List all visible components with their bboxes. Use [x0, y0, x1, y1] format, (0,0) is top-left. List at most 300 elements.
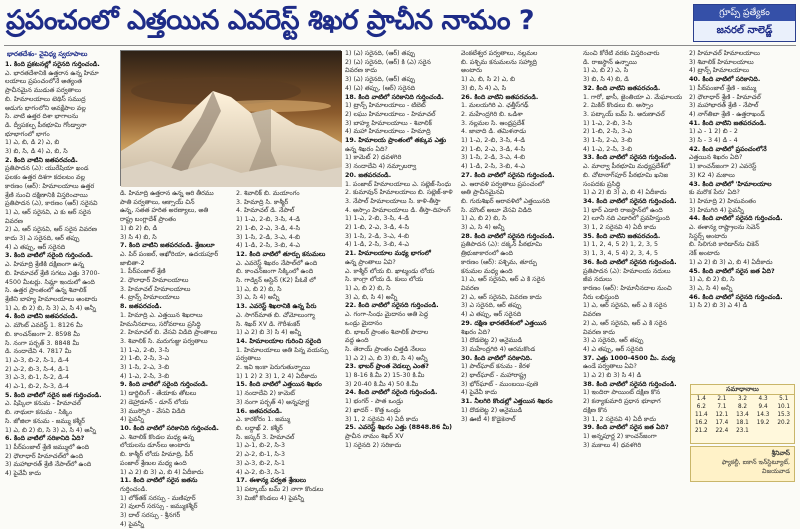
question-line: 10. కింది వాటిలో సరికానిది గుర్తించండి.	[120, 424, 219, 432]
text-line: కారణం (ఆర్): హిమానీనదాల నుంచి	[583, 284, 672, 292]
text-line: 3) 1-సి, 2-ఎ, 3-బి	[120, 364, 170, 372]
text-line: సి. జోజిలా కనుమ - జమ్ము కశ్మీర్	[5, 417, 85, 425]
text-line: 1) ఎ-1, బి-2, సి-3	[236, 442, 286, 450]
text-line: సి. వాటి ఉత్తర దిశా భాగాలను	[5, 113, 79, 121]
answer-key-cell: 18.1	[736, 420, 749, 426]
text-line: బి. సిలిగురి కారిడార్‌ను చికెన్	[689, 241, 759, 249]
text-line: 3) మహేంద్రగిరి 4) అరమకొండ	[461, 345, 536, 353]
answer-key-table	[691, 395, 794, 435]
text-line: 3) ఎ, సి 4) అన్నీ	[689, 284, 733, 292]
question-line: 30. కింది వాటిలో సరికానిది.	[461, 354, 533, 362]
author-byline	[690, 446, 795, 482]
answer-key-cell	[773, 427, 794, 435]
text-line: 1) ఎ 2) బి 3) సి 4) డి	[583, 372, 642, 380]
text-line: 4. జావాది డి. తమిళనాడు	[461, 128, 527, 136]
text-line: 3) ఎ, సి 4) అన్నీ	[461, 224, 505, 232]
badge-bottom: జనరల్ నాలెడ్జ్	[716, 25, 773, 36]
text-line: ప్రతిపాదన (ఎ): యురేషియా ఖండ	[5, 165, 89, 173]
text-line: 1) దొడబెట్ట 2) అనైముడి	[461, 337, 523, 345]
text-line: ఎ. షిప్కిలా కనుమ - హిమాచల్	[5, 400, 81, 408]
text-line: 2) 1-బి, 2-సి, 3-ఎ	[120, 355, 170, 363]
text-line: 1) ఎ 2) బి 3) సి 4) అన్నీ	[236, 329, 302, 337]
text-line: లయాలు ప్రపంచంలోనే అత్యంత	[5, 78, 82, 86]
text-line: 3) శివాలిక్ హిమాలయాలు	[689, 58, 754, 66]
question-line: 14. హిమాలయాల గురించి సరైంది	[236, 337, 322, 345]
text-line: ఎ. ఎవరెస్ట్ శిఖరం నేపాల్‌లో ఉంది	[236, 259, 318, 267]
text-line: వివరణ కాదు	[583, 328, 615, 336]
text-line: 4) పైవేవీ కాదు	[5, 470, 41, 478]
text-line: 3) 1, 2 సరైనవి 4) ఏదీ కాదు	[345, 415, 419, 423]
author-role: ఫ్యాకల్టీ, ఐకాన్ ఇన్‌స్టిట్యూట్,	[721, 459, 790, 466]
text-line: 1) డార్జిలింగ్ - తేయాకు తోటలు	[120, 390, 197, 398]
question-line: 25. ఎవరెస్ట్ శిఖరం ఎత్తు (8848.86 మీ)	[345, 424, 453, 432]
text-line: బి. హిమాచల్ శ్రేణి సగటు ఎత్తు 3700-	[5, 269, 100, 277]
answer-key-row	[691, 419, 794, 427]
text-line: 2) థాల్‌ఘాట్ - మహారాష్ట్ర	[461, 372, 527, 380]
question-line: 9. కింది వాటిలో సరైంది గుర్తించండి.	[120, 381, 209, 389]
text-line: ప్రతిపాదన (ఎ): దక్కన్ పీఠభూమి	[461, 241, 543, 249]
text-line: ఎ. కారకోరం 1. జమ్ము	[236, 416, 291, 424]
text-line: 2. ఇవి ఇంకా పెరుగుతున్నాయి	[236, 364, 311, 372]
text-line: 4) ఎ తప్పు, ఆర్ సరైనది	[461, 311, 522, 319]
text-line: కనుమల మధ్య ఉంది	[461, 267, 513, 275]
text-line: 4) పైవన్నీ	[120, 520, 144, 528]
text-line: 1) 1-ఎ, 2-బి, 3-సి	[583, 119, 633, 127]
answer-key-cell: 17.4	[715, 420, 729, 426]
answer-key-cell: 11.4	[694, 412, 708, 418]
text-line: 2) ఎ-2, బి-3, సి-4, డి-1	[5, 365, 69, 373]
question-line: 22. కింది వాటిలో సరైనది గుర్తించండి.	[345, 302, 439, 310]
text-line: 2) హిమాచల్ హిమాలయాలు	[689, 50, 760, 57]
text-line: సి. మౌంట్ అబూ వేసవి విడిది	[461, 206, 532, 214]
question-line: 21. హిమాలయాల మధ్య భాగంలో	[345, 250, 431, 258]
question-line: 45. కింది వాటిలో సరైన జత ఏది?	[689, 267, 775, 275]
text-line: 2) కన్యాకుమారి ప్రధాన భూభాగ	[583, 398, 661, 406]
question-line: 44. కింది వాటిలో సరైనది గుర్తించండి.	[689, 215, 783, 223]
answer-key-cell: 5.1	[779, 396, 789, 402]
text-line: 1) లోక్‌తక్ సరస్సు - మణిపూర్	[120, 494, 196, 502]
answer-key-row	[691, 411, 794, 419]
text-line: వివరణ	[583, 311, 601, 319]
text-line: ప్రతిపాదన (ఎ), కారణం (ఆర్) సరైనవి	[5, 200, 98, 208]
text-line: 2) ఎ-2, బి-1, సి-3	[236, 451, 286, 459]
text-line: 3) (ఎ) సరైనది, (ఆర్) తప్పు	[345, 76, 416, 84]
text-line: ఎ. సాగర్‌మాత బి. చోమోలుంగ్మా	[236, 311, 315, 319]
text-line: 3) హిమగిరి 4) పైవన్నీ	[689, 206, 744, 214]
question-line: 8. జతపరచండి.	[120, 303, 162, 311]
text-line: 1) ఎ, ఆర్ సరైనవి, ఆర్ ఎ కి సరైన	[461, 276, 545, 284]
question-line: 37. ఎత్తు 1000-4500 మీ. మధ్య	[583, 354, 676, 362]
question-line: 26. కింది వాటిని జతపరచండి.	[461, 93, 539, 101]
text-line: పర్వతాలు	[236, 355, 261, 363]
question-line: 38. కింది వాటిలో సరైనది గుర్తించండి.	[583, 380, 677, 388]
text-line: గుర్తించండి.	[120, 485, 148, 493]
question-line: 33. కింది వాటిలో సరైనది గుర్తించండి.	[583, 154, 677, 162]
text-line: సి. కాంగ్రా లోయ డి. కులు లోయ	[345, 276, 424, 284]
text-line: 3) ఎ సరైనది, ఆర్ తప్పు	[461, 302, 522, 310]
text-line: 1) కాంచన్‌జంగా 2) ఎవరెస్ట్	[689, 163, 757, 171]
text-line: బి. భాబర్ ప్రాంతం శివాలిక్ పాదాల	[345, 328, 429, 336]
text-line: సి. నంగా పర్బత్ 3. 8848 మీ	[5, 339, 80, 347]
text-line: 4) నాగ్‌తిబా శ్రేణి - ఉత్తరాఖండ్	[689, 110, 765, 118]
text-line: 3) 1, 3, 4, 5 4) 2, 3, 4, 5	[583, 250, 659, 258]
answer-key-cell: 4.3	[758, 396, 768, 402]
text-line: డి. రాజస్థాన్ ఉన్నాయి	[583, 58, 637, 66]
text-line: 2. మహేంద్రగిరి బి. ఒడిశా	[461, 110, 523, 118]
text-line: 2) డెహ్రాడూన్ - డూన్ లోయ	[120, 398, 189, 406]
column-5	[461, 50, 579, 482]
text-line: బి. చోటానాగ్‌పూర్ పీఠభూమి ఖనిజ	[583, 171, 668, 179]
answer-key-cell: 12.1	[715, 412, 729, 418]
text-line: డి. ద్వీపకల్ప పీఠభూమి గోండ్వానా	[5, 121, 87, 129]
question-line: 43. కింది వాటిలో 'హిమాలయాల	[689, 180, 772, 188]
answer-key-cell: 16.2	[694, 420, 708, 426]
text-line: 1) ఎ, బి 2) బి, సి	[461, 215, 507, 223]
question-line: 20. జతపరచండి.	[345, 171, 392, 179]
question-line: 1. కింది ప్రకటనల్లో సరైనది గుర్తించండి.	[5, 61, 100, 68]
text-line: ప్రాచీన నామం శిఖర్ XV	[345, 432, 404, 440]
text-line: ప్రాచీనమైన ముడుత పర్వతాలు	[5, 87, 82, 95]
text-line: ఎ. మాల్వా పీఠభూమి మధ్యప్రదేశ్‌లో	[583, 163, 671, 171]
question-line: 27. కింది వాటిలో సరైనవి గుర్తించండి.	[461, 171, 555, 179]
text-line: ఉండే పర్వతాలు ఏవి?	[583, 363, 637, 371]
question-line: 15. కింది వాటిలో ఎత్తయిన శిఖరం	[236, 381, 322, 389]
answer-key-cell: 6.2	[696, 404, 706, 410]
text-line: 4) మహా హిమాలయాలు - హిమాద్రి	[345, 128, 431, 136]
column-2	[120, 190, 232, 528]
answer-key-cell: 13.4	[736, 412, 749, 418]
badge-top: గ్రూప్స్ ప్రత్యేకం	[694, 5, 795, 21]
text-line: 2) ఖాదర్ - కొత్త ఒండ్రు	[345, 406, 401, 414]
text-line: 2. ధౌలాధార్ హిమాలయాలు	[120, 277, 189, 285]
text-line: 4. అస్సాం హిమాలయాలు డి. తీస్తా-దిహంగ్	[345, 206, 451, 214]
text-line: 1) 1, 2, 4, 5 2) 1, 2, 3, 5	[583, 241, 659, 249]
text-line: 1) ఎ, ఆర్ సరైనవి, ఎ కు ఆర్ సరైన	[5, 208, 92, 216]
text-line: 3) బి, సి 4) బి, డి	[583, 76, 629, 84]
text-line: వివరణ	[5, 217, 23, 225]
question-line: 19. హిమాలయ ప్రాంతంలో తక్కువ ఎత్తు	[345, 137, 447, 145]
question-line: 31. నీలగిరి కొండల్లో ఎత్తయిన శిఖరం	[461, 398, 553, 406]
text-line: 4) (ఎ) తప్పు, (ఆర్) సరైనది	[345, 84, 416, 92]
text-line: 3) బి, సి, డి 4) ఎ, బి, సి	[5, 148, 68, 156]
text-line: 4) 1-డి, 2-సి, 3-బి, 4-ఎ	[345, 241, 409, 249]
text-line: 2. కుమావున్ హిమాలయాలు బి. సట్లెజ్-కాళి	[345, 189, 453, 197]
column-3	[236, 190, 341, 502]
text-line: 2. హిమాచల్ బి. వేసవి విడిది ప్రాంతాలు	[120, 329, 218, 337]
text-line: 1) సి 2) బి 3) ఎ 4) డి	[689, 302, 748, 310]
text-line: 3. నల్లమల సి. ఆంధ్రప్రదేశ్	[461, 119, 525, 127]
text-line: 3) ఎ, సి 4) అన్నీ	[236, 294, 280, 302]
text-line: ఎ. హిమాద్రి శ్రేణికి దక్షిణంగా ఉన్న	[5, 261, 85, 269]
answer-key-cell: 14.3	[756, 412, 770, 418]
text-line: జీవ నదులు	[583, 276, 612, 284]
text-line: 1) ఎ, బి, డి 2) ఎ, బి	[5, 139, 60, 147]
question-line: 16. జతపరచండి.	[236, 407, 283, 415]
text-line: కారణం (ఆర్): పశ్చిమ, తూర్పు	[461, 258, 537, 266]
text-line: 3) ఊటీ 4) కొడైకెనాల్	[461, 415, 516, 423]
text-line: 1) హిమాద్రి 2) హిమవంతం	[689, 197, 757, 205]
answer-key-cell: 21.2	[694, 428, 708, 434]
answer-key-row	[691, 395, 794, 403]
text-line: బి. లద్దాఖ్ 2. కశ్మీర్	[236, 424, 283, 432]
text-line: బి. కాశ్మీర్ లోయ హిమాద్రి, పీర్	[120, 451, 194, 459]
text-line: 3) మిజో కొండలు 4) పైవన్నీ	[236, 494, 304, 502]
text-line: 3) మహాభారత్ శ్రేణి నేపాల్‌లో ఉంది	[5, 461, 92, 469]
text-line: నెక్ అంటారు	[689, 250, 720, 258]
text-line: 1) ఎ, బి 2) బి, సి 3) ఎ, సి 4) అన్నీ	[5, 426, 96, 434]
text-line: శ్రేణి నుంచి దక్షిణానికి విస్తరించాయి	[5, 191, 88, 199]
text-line: 1. మలయగిరి ఎ. ఛత్తీస్‌గఢ్	[461, 102, 529, 110]
text-line: 4) 1-డి, 2-సి, 3-బి, 4-ఎ	[236, 242, 300, 250]
text-line: 4) 1-డి, 2-సి, 3-బి, 4-ఎ	[461, 163, 525, 171]
answer-key-cell: 1.4	[696, 396, 706, 402]
text-line: 3) బి, సి 4) ఎ, సి	[461, 84, 507, 92]
text-line: 3) ఎ-3, బి-1, సి-2, డి-4	[5, 374, 69, 382]
text-line: 1) దొడబెట్ట 2) అనైముడి	[461, 406, 523, 414]
question-line: 40. కింది వాటిలో సరికానిది.	[689, 76, 761, 84]
text-line: 1. హిమాద్రి ఎ. ఎత్తయిన శిఖరాలు	[120, 311, 203, 319]
question-line: 3. కింది వాటిలో సరైంది గుర్తించండి.	[5, 252, 94, 260]
text-line: 4) 1-ఎ, 2-సి, 3-బి	[120, 372, 170, 380]
text-line: ఎ. కాశ్మీర్ లోయ బి. ఖాట్మండు లోయ	[345, 267, 435, 275]
text-line: 1) 1 2) 2 3) 1, 2 4) ఏదీకాదు	[236, 372, 317, 380]
question-line: 2. కింది వాటిని జతపరచండి.	[5, 156, 78, 164]
text-line: సిస్టర్స్ అంటారు	[689, 232, 728, 240]
text-line: 3) బాహ్య హిమాలయాలు - శివాలిక్	[345, 119, 432, 127]
text-line: 2) వులార్ సరస్సు - జమ్ముకశ్మీర్	[120, 503, 198, 511]
question-line: 24. కింది వాటిలో సరైంది గుర్తించండి.	[345, 389, 438, 397]
text-line: బి. కాంచన్‌జంగా సిక్కింలో ఉంది	[236, 268, 314, 276]
text-line: 4) పైవన్నీ	[120, 416, 144, 424]
question-line: 7. కింది వాటిని జతపరచండి. శ్రేణులూ	[120, 242, 215, 250]
text-line: పంజాల్ శ్రేణుల మధ్య ఉంది	[120, 459, 187, 467]
text-line: 3. హిమాచల్ హిమాలయాలు	[120, 285, 191, 293]
text-line: బి. గురుశిఖర్ ఆరావళిలో ఎత్తయినది	[461, 197, 550, 205]
answer-key-cell: 3.2	[737, 396, 747, 402]
series-badge	[693, 4, 796, 42]
text-line: 2) ఎ, ఆర్ సరైనవి, ఆర్ సరైన వివరణ	[5, 226, 97, 234]
text-line: 3) 20-40 కి.మీ 4) 50 కి.మీ	[345, 380, 419, 388]
text-line: 1) ఎ, బి 2) బి, సి	[689, 276, 735, 284]
text-line: 2) ఎ, ఆర్ సరైనవి, ఆర్ ఎ కి సరైన	[583, 319, 667, 327]
text-line: అంటారు	[461, 67, 483, 75]
text-line: సి. జస్కర్ 3. హిమాచల్	[236, 433, 295, 441]
text-line: 1. హిమాలయాలు అతి పిన్న వయస్సు	[236, 346, 329, 354]
text-line: 3) 1-సి, 2-ఎ, 3-బి	[583, 137, 633, 145]
text-line: 1) ఎ 2) బి 3) ఎ, బి 4) ఏదీకాదు	[689, 258, 773, 266]
answer-key-cell: 10.1	[777, 404, 791, 410]
answer-key-cell: 23.1	[736, 428, 749, 434]
text-line: అడుగు భాగంలోని అవక్షేపాల వల్ల	[5, 104, 86, 112]
author-place: విజయవాడ	[762, 468, 790, 475]
text-line: 3) భోర్‌ఘాట్ - ముంబయి-పుణె	[461, 380, 539, 388]
text-line: 3. పట్కాయ్ బమ్ సి. అరుణాచల్	[583, 110, 665, 118]
text-line: 1) పాల్‌ఘాట్ కనుమ - కేరళ	[461, 363, 530, 371]
text-line: 1) నందాదేవి 2) కామెట్	[236, 390, 295, 398]
text-line: డి. నందాదేవి 4. 7817 మీ	[5, 348, 72, 356]
text-line: 4) ఎ-1, బి-2, సి-3, డి-4	[5, 383, 69, 391]
text-line: 3) నంగా పర్బత్ 4) అన్నపూర్ణ	[236, 398, 310, 406]
text-line: బి. హిమాలయాలు టెథిస్ సముద్ర	[5, 95, 86, 103]
question-line: 28. కింది వాటిలో సరైనది గుర్తించండి.	[461, 232, 555, 240]
text-line: 3) దాల్ సరస్సు - శ్రీనగర్	[120, 512, 181, 520]
text-line: 4) ఎ తప్పు, ఆర్ సరైనది	[5, 243, 66, 251]
question-line: 6. కింది వాటిలో సరికానిది ఏది?	[5, 435, 85, 443]
text-line: ఎ. ఆరావళి పర్వతాలు ప్రపంచంలో	[461, 180, 545, 188]
text-line: 1) ఎ, బి 2) ఎ, సి	[583, 67, 629, 75]
question-line: 36. కింది వాటిలో సరైనది గుర్తించండి.	[583, 258, 677, 266]
text-line: బి. పశ్చిమ కనుమలను సహ్యాద్రి	[461, 58, 537, 66]
question-line: 35. కింది వాటిని జతపరచండి.	[583, 232, 661, 240]
text-line: 1) ఎ, బి 2) బి, సి	[236, 285, 282, 293]
text-line: 3) 1-సి, 2-డి, 3-ఎ, 4-బి	[236, 233, 300, 241]
text-line: 2. మికిర్ కొండలు బి. అస్సాం	[583, 102, 654, 110]
answer-key-cell: 19.2	[756, 420, 770, 426]
text-line: 1) 1-ఎ, 2-బి, 3-సి, 4-డి	[236, 216, 300, 224]
answer-key-cell: 8.2	[737, 404, 747, 410]
text-line: 1) బి 2) బి, డి	[120, 224, 158, 232]
text-line: కు మరొక పేరు' ఏది?	[689, 189, 740, 197]
text-line: ఫలకం ఉత్తర దిశగా కదలటం వల్ల	[5, 174, 85, 182]
text-line: ఎ. ఈశాన్య రాష్ట్రాలను సెవెన్	[689, 224, 760, 232]
text-line: 2. శివాలిక్ బి. మయాంగం	[236, 190, 300, 197]
text-line: అతి ప్రాచీనమైనవి	[461, 189, 505, 197]
text-line: 1) సరైనది 2) సరికాదు	[345, 441, 402, 449]
text-line: ఒండ్రు మైదానం	[345, 319, 383, 327]
everest-photo	[120, 50, 341, 186]
answer-key-cell: 7.1	[717, 404, 727, 410]
text-line: 1) ఇందిరా పాయింట్ దక్షిణ కొన	[583, 389, 661, 397]
text-line: 2) 1-బి, 2-ఎ, 3-డి, 4-సి	[236, 224, 300, 232]
text-line: 3) ఎ సరైనది, ఆర్ తప్పు	[583, 337, 644, 345]
text-line: సి. ఉత్తర ప్రాంతంలో ఉన్న శివాలిక్	[5, 287, 87, 295]
text-line: 1) కామెట్ 2) ధవళగిరి	[345, 154, 402, 162]
text-line: కాదు 3) ఎ సరైనది, ఆర్ తప్పు	[5, 235, 80, 243]
text-line: 1. గారో, ఖాసీ, జైంతియా ఎ. మేఘాలయ	[583, 93, 683, 101]
text-line: 3) 1, 2 సరైనవి 4) ఏదీ కాదు	[583, 415, 657, 423]
text-line: ఉన్న, సతత హరిత అరణ్యాలు, అతి	[120, 207, 209, 215]
text-line: సి. తెరాయ్ ప్రాంతం చిత్తడి నేలలు	[345, 345, 426, 353]
text-line: ఉన్న ప్రాంతాలు ఏవి?	[345, 258, 396, 266]
text-line: జాబితా-2	[120, 259, 145, 267]
text-line: ఎ. పిర్ పంజల్, ఆఖోరియా, ఉదయపూర్	[120, 250, 219, 258]
answer-key-row	[691, 427, 794, 435]
text-line: వివరణ	[461, 284, 479, 292]
text-line: 2) (ఎ) సరైనది, (ఆర్) కి (ఎ) సరైన	[345, 58, 431, 66]
text-line: బి. నాథులా కనుమ - సిక్కిం	[5, 409, 73, 417]
text-line: 2) లఘు హిమాలయాలు - హిమాచల్	[345, 110, 436, 118]
text-line: బి. కాంచన్‌జంగా 2. 8598 మీ	[5, 330, 80, 338]
text-line: 3. హిమాద్రి సి. కాశ్మీర్	[236, 198, 289, 206]
text-line: వెంకటేశ్వర పర్వతాలు, నల్లమల	[461, 50, 538, 57]
text-line: 1) 8-16 కి.మీ 2) 15-30 కి.మీ	[345, 372, 425, 380]
text-line: 1) థార్ ఎడారి రాజస్థాన్‌లో ఉంది	[583, 206, 663, 214]
text-line: 3) ఎ, బి, సి 4) అన్నీ	[345, 293, 398, 301]
text-line: 1) పీర్‌పంజాల్ శ్రేణి జమ్ములో ఉంది	[5, 443, 90, 451]
text-line: 4) ఎ తప్పు, ఆర్ సరైనది	[583, 345, 644, 353]
text-line: లోయలను డూన్‌లు అంటారు	[120, 442, 191, 450]
question-line: 4. కింది వాటిని జతపరచండి.	[5, 313, 78, 321]
text-line: వివరణ కాదు	[345, 67, 377, 75]
text-line: సి. శిఖర్ XV డి. గౌరీశంకర్	[236, 320, 301, 328]
text-line: 2) ఎ, ఆర్ సరైనవి, వివరణ కాదు	[461, 293, 542, 301]
text-line: దక్షిణ కొన	[583, 406, 608, 414]
text-line: 4. ట్రాన్స్ హిమాలయాలు	[120, 294, 180, 302]
question-line: 13. ఎవరెస్ట్ శిఖరానికి ఉన్న పేరు	[236, 303, 317, 311]
text-line: సి. గాడ్విన్ ఆస్టిన్ (K2) పీఓకే లో	[236, 277, 316, 285]
text-line: 1) అన్నపూర్ణ 2) కాంచన్‌జంగా	[583, 432, 657, 440]
text-line: 1) పీర్‌పంజాల్ శ్రేణి - జమ్ము	[689, 84, 757, 92]
text-line: ఎ. శివాలిక్ కొండల మధ్య ఉన్న	[120, 433, 194, 441]
text-line: 1) ఎ 2) ఎ, బి 3) బి, సి 4) అన్నీ	[345, 354, 428, 362]
text-line: 1) ఎ, బి, సి 2) ఎ, బి	[461, 76, 516, 84]
answer-key-cell	[753, 427, 774, 435]
text-line: 3) ఎ-3, బి-2, సి-1	[236, 459, 286, 467]
text-line: భూభాగంలో భాగం	[5, 130, 50, 138]
text-line: 1) ఎ, ఆర్ సరైనవి, ఆర్ ఎ కి సరైన	[583, 302, 667, 310]
text-line: నుంచి కోరేటి వరకు విస్తరించారు	[583, 50, 660, 57]
text-line: త్రిభుజాకారంలో ఉంది	[461, 250, 513, 258]
text-line: 3) 1-సి, 2-డి, 3-ఎ, 4-బి	[461, 154, 525, 162]
question-line: 17. ఈశాన్య పర్వత శ్రేణులు	[236, 477, 307, 485]
text-line: 1. పంజాబ్ హిమాలయాలు ఎ. సట్లెజ్-సింధు	[345, 180, 452, 188]
text-line: శ్రేణిని బాహ్య హిమాలయాలు అంటారు	[5, 295, 98, 303]
text-line: 2) 1-బి, 2-ఎ, 3-డి, 4-సి	[461, 145, 525, 153]
text-line: ఎ. మౌంట్ ఎవరెస్ట్ 1. 8126 మీ	[5, 322, 83, 330]
text-line: 3) K2 4) మకాలు	[689, 171, 735, 179]
text-line: 4. హిమాచల్ డి. నేపాల్	[236, 207, 295, 215]
text-line: 4500 మీటర్లు. సిమ్లా ఇందులో ఉంది	[5, 278, 95, 286]
column-7	[689, 50, 795, 340]
column-1	[5, 61, 115, 482]
text-line: 3) మకాలు 4) ధవళగిరి	[583, 441, 642, 449]
text-line: నీరు లభిస్తుంది	[583, 293, 619, 301]
text-line: 1) 1-ఎ, 2-బి, 3-సి, 4-డి	[461, 137, 525, 145]
question-line: 42. కింది వాటిలో ప్రపంచంలోనే	[689, 145, 767, 153]
text-line: 1) 1-ఎ, 2-బి, 3-సి	[120, 346, 170, 354]
question-line: 34. కింది వాటిలో సరైనది గుర్తించండి.	[583, 197, 677, 205]
question-line: 46. కింది వాటిలో సరైనది గుర్తించండి.	[689, 293, 783, 301]
text-line: 3. శివాలిక్ సి. మరుగుజ్జు పర్వతాలు	[120, 337, 208, 345]
text-line: 4) ఎ-2, బి-3, సి-1	[236, 468, 286, 476]
text-line: 1) (ఎ) సరైనది, (ఆర్) తప్పు	[345, 50, 416, 57]
text-line: హిమనీనదాలు, సరోవరాలు ప్రసిద్ధి	[120, 320, 201, 328]
text-line: 4) ట్రాన్స్ హిమాలయాలు	[689, 67, 750, 75]
text-line: కారణం (ఆర్): హిమాలయాలు ఉత్తర	[5, 182, 95, 190]
text-line: వద్ద ఉంది	[345, 337, 369, 345]
text-line: 3) ముస్సోరి - వేసవి విడిది	[120, 407, 186, 415]
text-line: 1) ఎ 2) బి 3) ఎ, బి 4) ఏదీకాదు	[583, 189, 667, 197]
question-line: 41. కింది వాటిని జతపరచండి.	[689, 119, 767, 127]
question-line: 18. కింది వాటిలో సరికానిది గుర్తించండి.	[345, 93, 444, 101]
question-line: 5. కింది వాటిలో సరైన జత గుర్తించండి.	[5, 391, 102, 399]
header-rule	[4, 45, 796, 46]
text-line: 2) ధౌలాధార్ హిమాచల్‌లో ఉంది	[5, 452, 84, 460]
answer-key-title: సమాధానాలు	[691, 385, 794, 395]
question-line: 11. కింది వాటిలో సరైన జతను	[120, 477, 198, 485]
text-line: ఉన్న శిఖరం ఏది?	[345, 145, 388, 153]
text-line: రాష్ట్ర బంగ్లాదేశ్ ప్రాంతం	[120, 216, 177, 224]
text-line: సంపదకు ప్రసిద్ధి	[583, 180, 621, 188]
text-line: ఎ. గంగా-సింధు మైదానం అతి పెద్ద	[345, 311, 429, 319]
text-line: 1) ఎ - 1 2) బి - 2	[689, 128, 738, 136]
text-line: 3. నేపాల్ హిమాలయాలు సి. కాళి-తీస్తా	[345, 197, 441, 205]
column-4	[345, 50, 457, 482]
text-line: పాతి పర్వతాలు, ఆక్సాయ్ చిన్	[120, 198, 195, 206]
question-line: 32. కింది వాటిని జతపరచండి.	[583, 84, 661, 92]
text-line: 2) ధౌలాధార్ శ్రేణి - హిమాచల్	[689, 93, 761, 101]
answer-key-cell: 9.4	[758, 404, 768, 410]
